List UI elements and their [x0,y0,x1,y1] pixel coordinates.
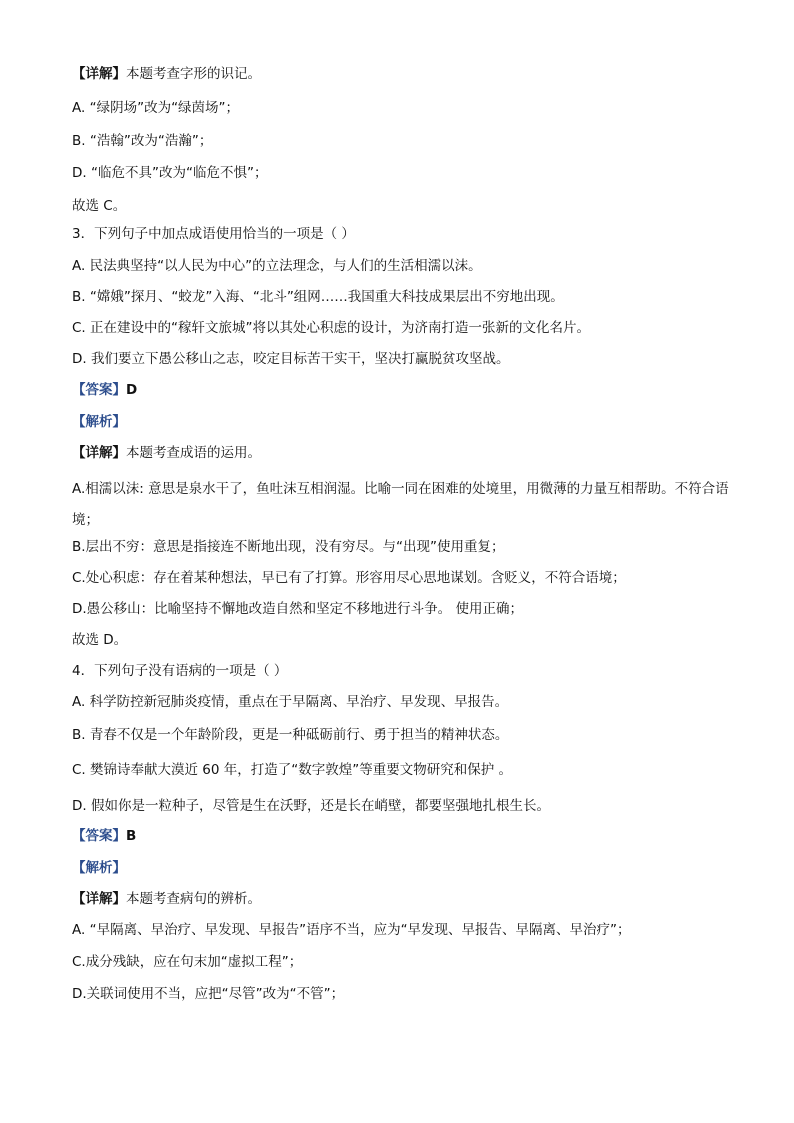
question-3-option-c: C. 正在建设中的“稼轩文旅城”将以其处心积虑的设计，为济南打造一张新的文化名片。 [72,320,590,336]
conclusion-q2: 故选 C。 [72,198,127,214]
question-4-option-b: B. 青春不仅是一个年龄阶段，更是一种砥砺前行、勇于担当的精神状态。 [72,727,509,743]
detail-text: 本题考查字形的识记。 [126,66,261,82]
question-3-explanation-a: A.相濡以沫: 意思是泉水干了，鱼吐沫互相润湿。比喻一同在困难的处境里，用微薄的力量互相帮助。不符合语境； [72,481,729,528]
question-4-option-d: D. 假如你是一粒种子，尽管是生在沃野，还是长在峭壁，都要坚强地扎根生长。 [72,798,550,814]
question-3-option-d: D. 我们要立下愚公移山之志，咬定目标苦干实干，坚决打赢脱贫攻坚战。 [72,351,510,367]
question-3-explanation-d: D.愚公移山：比喻坚持不懈地改造自然和坚定不移地进行斗争。 使用正确； [72,601,523,617]
answer-tag: 【答案】 [72,828,126,844]
answer-value: D [126,382,138,398]
question-4-detail [72,889,738,909]
analysis-tag: 【解析】 [72,414,126,430]
detail-text: 本题考查成语的运用。 [126,445,261,461]
analysis-tag: 【解析】 [72,860,126,876]
detail-tag: 【详解】 [72,66,126,82]
question-3-analysis-tag [72,412,738,432]
correction-a: A. “绿阴场”改为“绿茵场”； [72,100,240,116]
correction-b: B. “浩翰”改为“浩瀚”； [72,133,213,149]
question-4-analysis-tag [72,858,738,878]
question-4-stem: 4．下列句子没有语病的一项是（ ） [72,663,288,679]
question-4-answer [72,826,738,846]
question-3-option-a: A. 民法典坚持“以人民为中心”的立法理念，与人们的生活相濡以沫。 [72,258,482,274]
question-4-explanation-a: A. “早隔离、早治疗、早发现、早报告”语序不当，应为“早发现、早报告、早隔离、早治疗”； [72,922,631,938]
question-3-explanation-b: B.层出不穷：意思是指接连不断地出现，没有穷尽。与“出现”使用重复； [72,539,505,555]
question-4-explanation-c: C.成分残缺，应在句末加“虚拟工程”； [72,954,303,970]
question-3-explanation-c: C.处心积虑：存在着某种想法，早已有了打算。形容用尽心思地谋划。含贬义，不符合语境； [72,570,626,586]
question-4-explanation-d: D.关联词使用不当，应把“尽管”改为“不管”； [72,986,345,1002]
conclusion-q3: 故选 D。 [72,632,128,648]
question-4-option-a: A. 科学防控新冠肺炎疫情，重点在于早隔离、早治疗、早发现、早报告。 [72,694,509,710]
answer-value: B [126,828,137,844]
question-3-option-b: B. “嫦娥”探月、“蛟龙”入海、“北斗”组网……我国重大科技成果层出不穷地出现。 [72,289,564,305]
detail-tag: 【详解】 [72,891,126,907]
correction-d: D. “临危不具”改为“临危不惧”； [72,165,268,181]
detail-text: 本题考查病句的辨析。 [126,891,261,907]
question-4-option-c: C. 樊锦诗奉献大漠近 60 年，打造了“数字敦煌”等重要文物研究和保护 。 [72,762,513,778]
detail-line-1 [72,64,738,84]
answer-tag: 【答案】 [72,382,126,398]
question-3-answer [72,380,738,400]
question-3-detail [72,443,738,463]
question-3-stem: 3．下列句子中加点成语使用恰当的一项是（ ） [72,226,355,242]
detail-tag: 【详解】 [72,445,126,461]
